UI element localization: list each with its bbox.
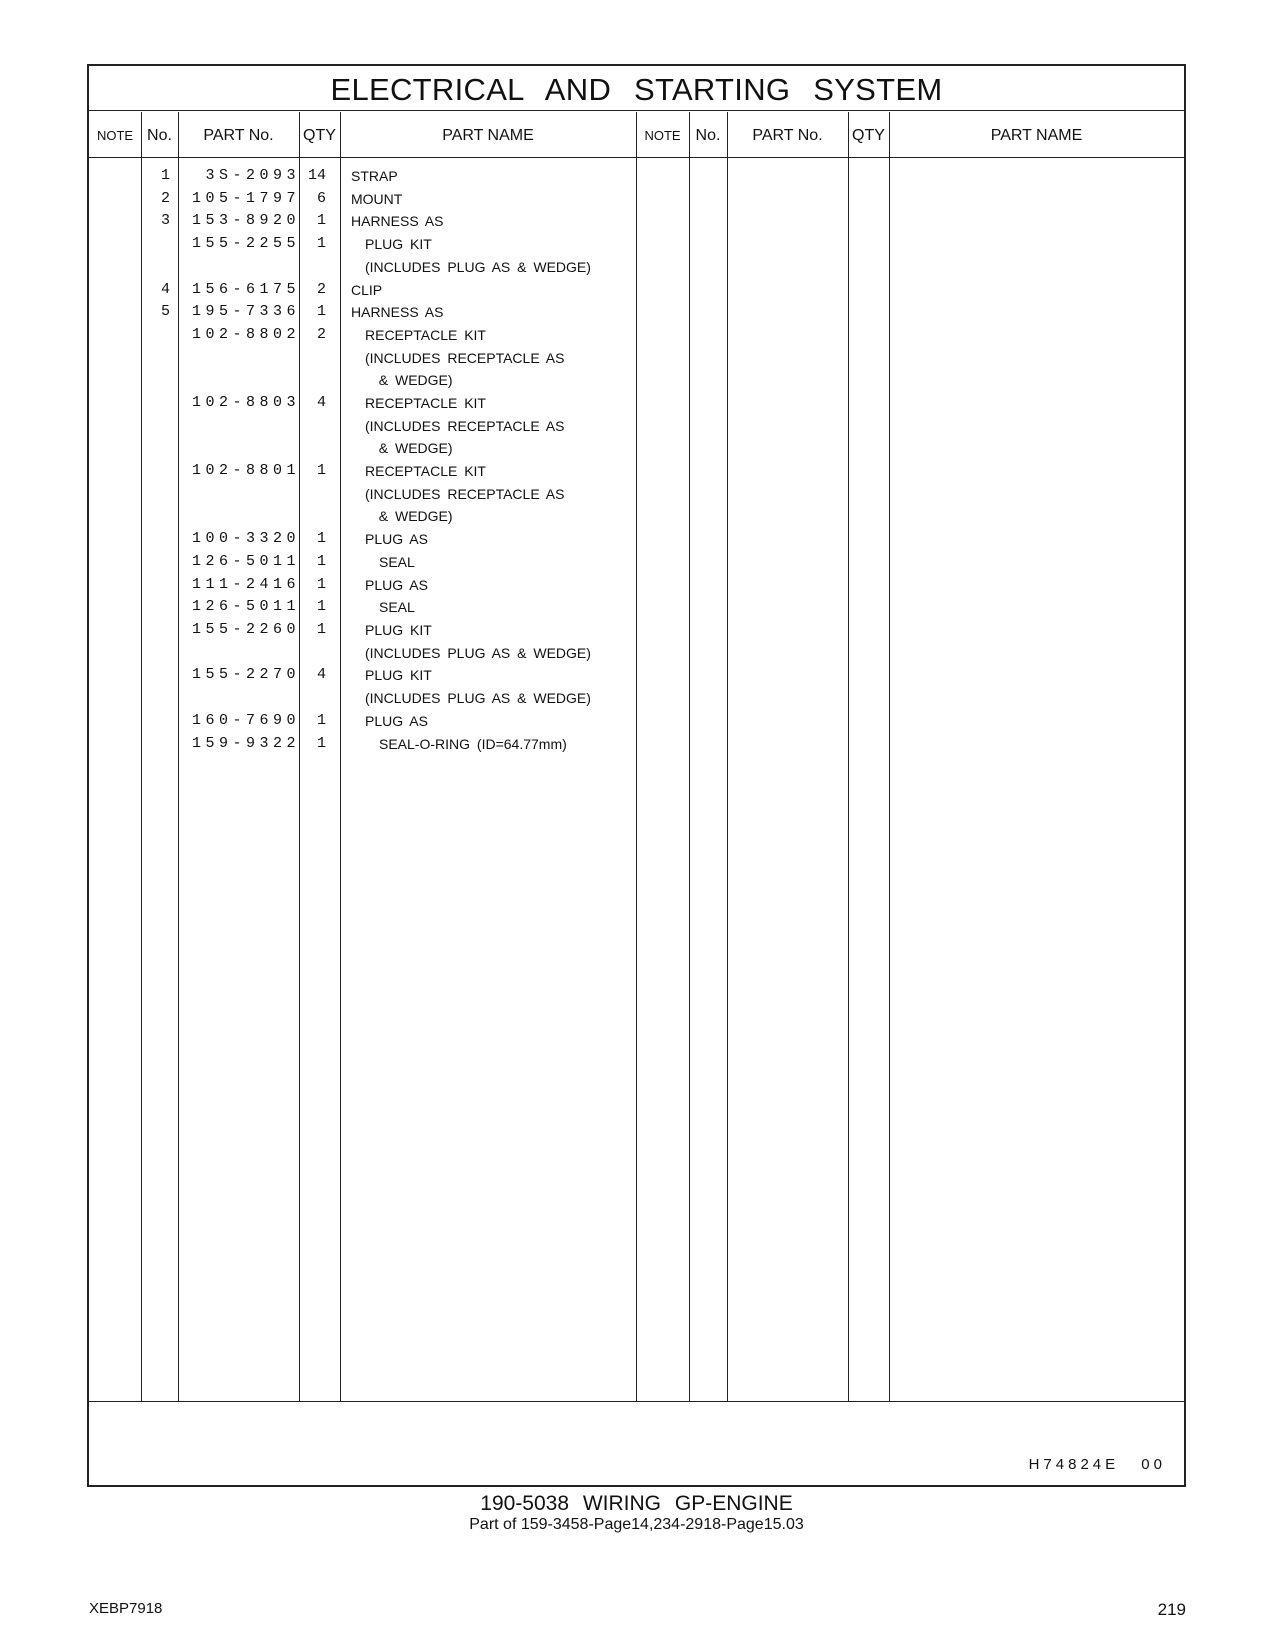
table-row [89, 301, 636, 323]
header-qty-right: QTY [852, 127, 885, 144]
part-name: PLUG KIT [365, 622, 432, 638]
table-row [89, 324, 636, 389]
table-row [89, 210, 636, 232]
quantity: 1 [316, 734, 326, 752]
part-number: 3S-2093 [205, 167, 300, 184]
item-number: 4 [160, 280, 170, 298]
part-number: 102-8803 [191, 394, 300, 411]
part-number: 105-1797 [191, 189, 300, 207]
part-number: 156-6175 [191, 280, 300, 298]
table-row [89, 574, 636, 596]
part-name: RECEPTACLE KIT [365, 395, 486, 411]
table-row [89, 528, 636, 550]
group-subtitle: 190-5038 WIRING GP-ENGINE [480, 1492, 793, 1515]
column-divider [689, 112, 690, 1402]
header-qty: QTY [303, 127, 336, 144]
part-number: 102-8802 [191, 325, 300, 343]
header-no: No. [147, 127, 172, 144]
quantity: 1 [316, 552, 326, 570]
quantity: 1 [316, 621, 326, 638]
parts-table-frame [87, 64, 1186, 1487]
quantity: 2 [316, 325, 326, 343]
part-number: 155-2270 [191, 666, 300, 684]
part-name: SEAL [379, 599, 415, 616]
quantity: 14 [307, 167, 326, 184]
column-divider [636, 112, 637, 1402]
table-row [89, 165, 636, 187]
part-number: 126-5011 [191, 552, 300, 570]
part-number: 155-2255 [191, 235, 300, 253]
quantity: 1 [316, 212, 326, 230]
quantity: 1 [316, 462, 326, 480]
page-title: ELECTRICAL AND STARTING SYSTEM [330, 72, 943, 107]
part-name-note: (INCLUDES RECEPTACLE AS [365, 417, 565, 434]
column-divider [889, 112, 890, 1402]
part-number: 153-8920 [191, 212, 300, 230]
part-name: SEAL [379, 553, 415, 570]
table-row [89, 279, 636, 301]
part-name-note: (INCLUDES PLUG AS & WEDGE) [365, 644, 591, 661]
quantity: 1 [316, 711, 326, 729]
quantity: 2 [316, 280, 326, 298]
part-name: SEAL-O-RING (ID=64.77mm) [379, 735, 567, 752]
table-row [89, 551, 636, 573]
part-name: RECEPTACLE KIT [365, 326, 486, 343]
table-row [89, 733, 636, 755]
table-row [89, 619, 636, 661]
table-row [89, 233, 636, 275]
part-number: 160-7690 [191, 711, 300, 729]
header-note-right: NOTE [644, 128, 681, 143]
part-name: RECEPTACLE KIT [365, 463, 486, 480]
page-number: 219 [1157, 1600, 1186, 1619]
part-number: 111-2416 [191, 575, 300, 593]
part-number: 100-3320 [191, 530, 300, 548]
header-note: NOTE [96, 128, 134, 143]
part-number: 126-5011 [191, 598, 300, 616]
table-row [89, 188, 636, 210]
part-name: PLUG KIT [365, 667, 432, 684]
part-name-note: (INCLUDES PLUG AS & WEDGE) [365, 258, 591, 275]
quantity: 1 [316, 235, 326, 253]
table-row [89, 460, 636, 525]
part-name: CLIP [351, 281, 383, 298]
part-name-note: (INCLUDES RECEPTACLE AS [365, 349, 565, 366]
part-name: PLUG AS [365, 576, 428, 593]
part-number: 155-2260 [191, 621, 300, 638]
part-name: HARNESS AS [351, 304, 444, 321]
drawing-code: H74824E 00 [1028, 1456, 1166, 1473]
header-part-no-right: PART No. [752, 127, 823, 144]
column-divider [848, 112, 849, 1402]
part-number: 159-9322 [191, 734, 300, 752]
table-row [89, 392, 636, 457]
item-number: 1 [160, 167, 170, 184]
part-name: PLUG AS [365, 712, 428, 729]
item-number: 3 [160, 212, 170, 230]
part-name-note: & WEDGE) [365, 508, 453, 525]
part-name: HARNESS AS [351, 213, 444, 230]
part-name-note: (INCLUDES RECEPTACLE AS [365, 485, 565, 502]
header-part-name: PART NAME [442, 127, 534, 144]
column-divider [727, 112, 728, 1402]
quantity: 4 [316, 666, 326, 684]
part-name-note: (INCLUDES PLUG AS & WEDGE) [365, 690, 591, 707]
header-part-name-right: PART NAME [990, 127, 1083, 144]
part-name-note: & WEDGE) [365, 440, 453, 457]
quantity: 1 [316, 303, 326, 321]
header-part-no: PART No. [203, 127, 274, 144]
quantity: 1 [316, 598, 326, 616]
table-row [89, 596, 636, 618]
header-no-right: No. [695, 127, 721, 144]
part-number: 102-8801 [191, 462, 300, 480]
quantity: 6 [316, 189, 326, 207]
table-row [89, 710, 636, 732]
item-number: 2 [160, 189, 170, 207]
quantity: 4 [316, 394, 326, 411]
item-number: 5 [160, 303, 170, 321]
part-of-reference: Part of 159-3458-Page14,234-2918-Page15.03 [469, 1516, 804, 1533]
document-number: XEBP7918 [89, 1600, 163, 1617]
part-name: MOUNT [351, 190, 403, 207]
table-row [89, 664, 636, 707]
part-name: STRAP [351, 168, 398, 184]
quantity: 1 [316, 530, 326, 548]
part-number: 195-7336 [191, 303, 300, 321]
title-divider [89, 110, 1184, 111]
part-name: PLUG AS [365, 531, 428, 548]
part-name-note: & WEDGE) [365, 372, 453, 389]
quantity: 1 [316, 575, 326, 593]
part-name: PLUG KIT [365, 236, 432, 253]
